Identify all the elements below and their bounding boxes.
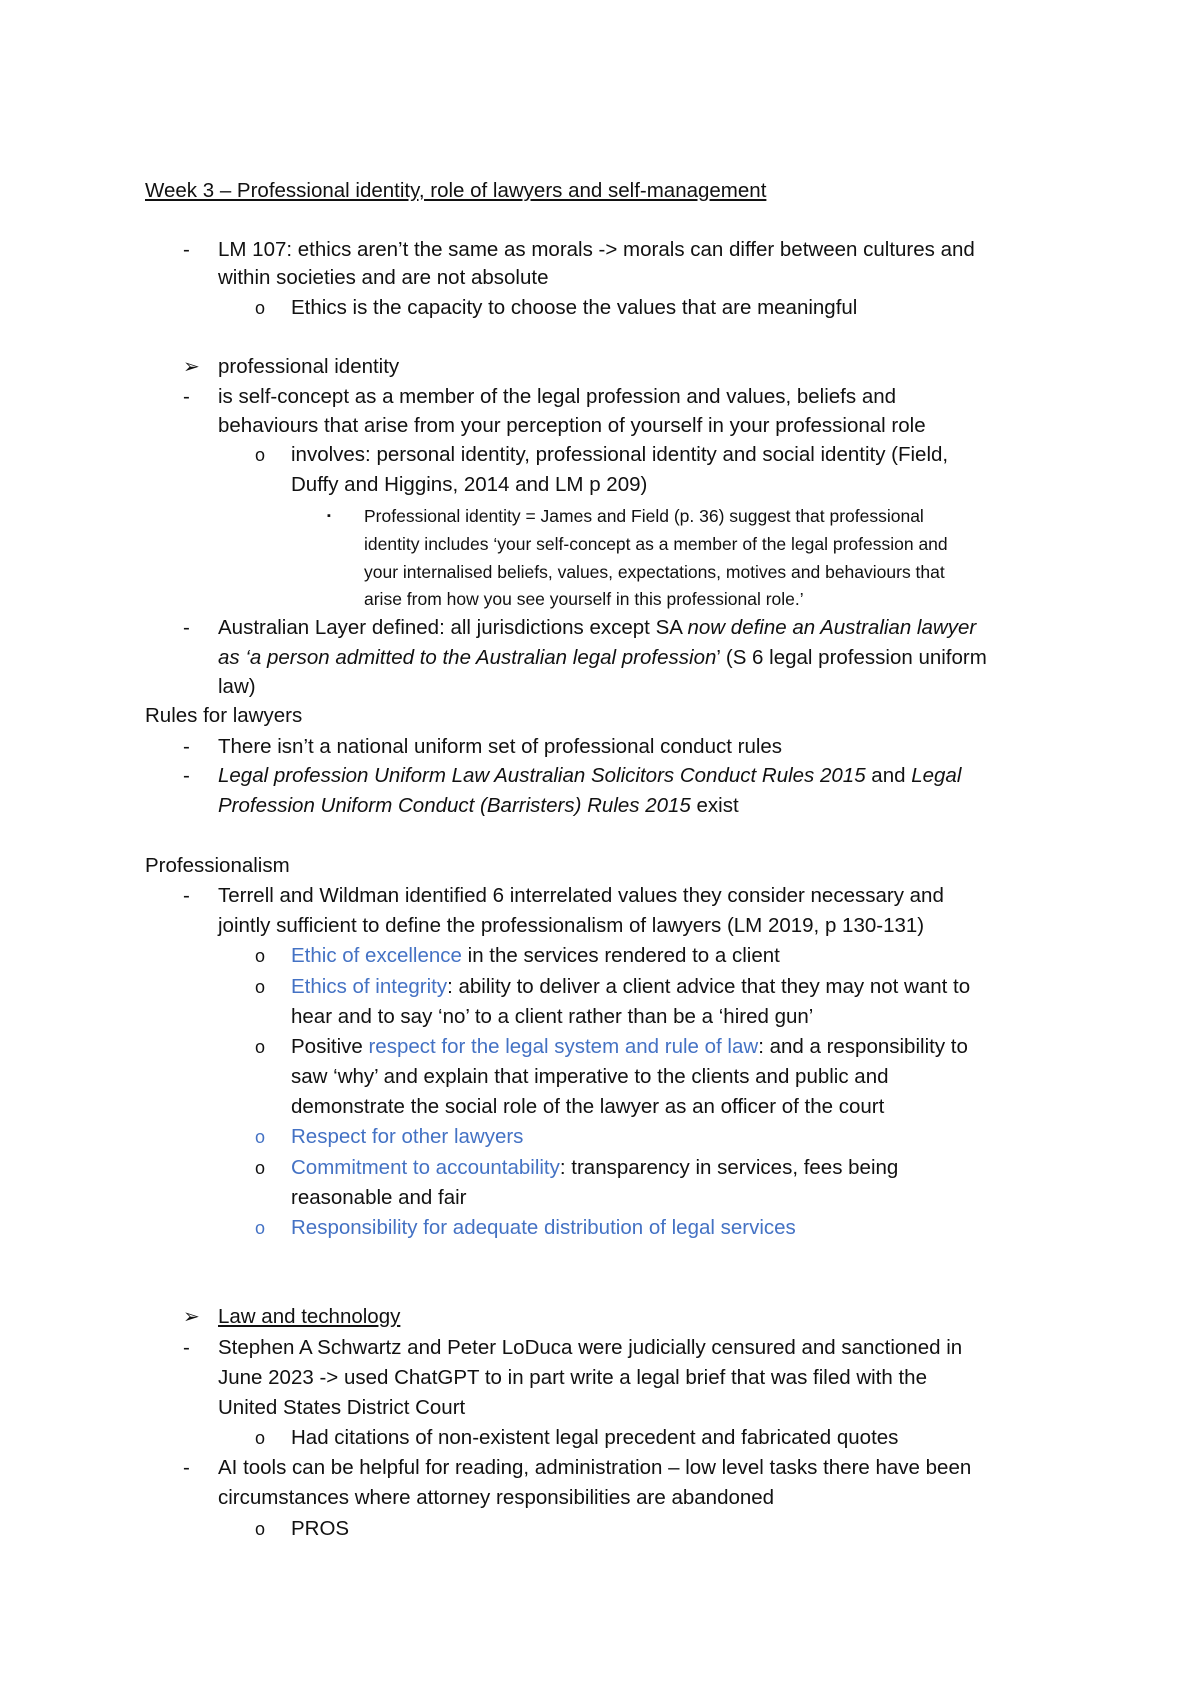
section-heading: ➢ Law and technology: [0, 1303, 1200, 1331]
circle-bullet: o: [255, 445, 266, 465]
sub-list-item-continuation: Duffy and Higgins, 2014 and LM p 209): [291, 473, 648, 496]
title-text: Week 3 – Professional identity, role of lawyers and self-management: [145, 179, 767, 202]
dash-bullet: -: [183, 764, 190, 787]
list-item: - Australian Layer defined: all jurisdictions except SA now define an Australian lawyer: [0, 614, 1200, 642]
sub-list-item: o Had citations of non-existent legal precedent and fabricated quotes: [0, 1424, 1200, 1452]
list-item-continuation: Profession Uniform Conduct (Barristers) Rules 2015 exist: [218, 794, 739, 817]
dash-bullet: -: [183, 385, 190, 408]
list-item: - There isn’t a national uniform set of professional conduct rules: [0, 733, 1200, 761]
section-heading: ➢ professional identity: [0, 353, 1200, 381]
dash-bullet: -: [183, 616, 190, 639]
list-item: - is self-concept as a member of the legal profession and values, beliefs and: [0, 383, 1200, 411]
circle-bullet: o: [255, 1519, 266, 1539]
circle-bullet: o: [255, 1428, 266, 1448]
dash-bullet: -: [183, 884, 190, 907]
dash-bullet: -: [183, 238, 190, 261]
section-heading: Rules for lawyers: [145, 704, 303, 727]
sub-list-item: o PROS: [0, 1515, 1200, 1543]
sub-list-item: o Respect for other lawyers: [0, 1123, 1200, 1151]
sub-list-item: o Ethics of integrity: ability to deliver a client advice that they may not want to: [0, 973, 1200, 1001]
square-bullet: ▪: [327, 510, 331, 522]
quote-item-continuation: arise from how you see yourself in this professional role.’: [364, 589, 804, 609]
list-item-continuation: behaviours that arise from your perception of yourself in your professional role: [218, 414, 926, 437]
sub-list-item: o Ethic of excellence in the services rendered to a client: [0, 942, 1200, 970]
list-item: - AI tools can be helpful for reading, administration – low level tasks there have been: [0, 1454, 1200, 1482]
sub-list-item: o Positive respect for the legal system and rule of law: and a responsibility to: [0, 1033, 1200, 1061]
list-item-continuation: June 2023 -> used ChatGPT to in part write a legal brief that was filed with the: [218, 1366, 927, 1389]
circle-bullet: o: [255, 1127, 266, 1147]
list-item: - LM 107: ethics aren’t the same as morals -> morals can differ between cultures and: [0, 236, 1200, 264]
sub-list-item: o Responsibility for adequate distribution of legal services: [0, 1214, 1200, 1242]
arrow-bullet-icon: ➢: [183, 1306, 200, 1328]
quote-item: ▪ Professional identity = James and Field (p. 36) suggest that professional: [0, 502, 1200, 530]
list-item: - Stephen A Schwartz and Peter LoDuca were judicially censured and sanctioned in: [0, 1334, 1200, 1362]
list-item-continuation: law): [218, 675, 256, 698]
arrow-bullet-icon: ➢: [183, 356, 200, 378]
list-item-continuation: as ‘a person admitted to the Australian legal profession’ (S 6 legal profession uniform: [218, 646, 987, 669]
list-item-continuation: United States District Court: [218, 1396, 466, 1419]
list-item-continuation: circumstances where attorney responsibilities are abandoned: [218, 1486, 775, 1509]
circle-bullet: o: [255, 1037, 266, 1057]
dash-bullet: -: [183, 735, 190, 758]
dash-bullet: -: [183, 1336, 190, 1359]
list-item: - Legal profession Uniform Law Australian Solicitors Conduct Rules 2015 and Legal: [0, 762, 1200, 790]
quote-item-continuation: identity includes ‘your self-concept as a member of the legal profession and: [364, 534, 948, 554]
sub-list-item: o Commitment to accountability: transparency in services, fees being: [0, 1154, 1200, 1182]
circle-bullet: o: [255, 977, 266, 997]
sub-list-item-continuation: saw ‘why’ and explain that imperative to the clients and public and: [291, 1065, 889, 1088]
list-item-continuation: jointly sufficient to define the professionalism of lawyers (LM 2019, p 130-131): [218, 914, 925, 937]
circle-bullet: o: [255, 946, 266, 966]
circle-bullet: o: [255, 1158, 266, 1178]
circle-bullet: o: [255, 1218, 266, 1238]
document-title: [0, 177, 1200, 205]
sub-list-item: o involves: personal identity, professional identity and social identity (Field,: [0, 441, 1200, 469]
dash-bullet: -: [183, 1456, 190, 1479]
sub-list-item-continuation: demonstrate the social role of the lawyer as an officer of the court: [291, 1095, 885, 1118]
circle-bullet: o: [255, 298, 266, 318]
sub-list-item-continuation: hear and to say ‘no’ to a client rather than be a ‘hired gun’: [291, 1005, 814, 1028]
list-item-continuation: within societies and are not absolute: [218, 266, 549, 289]
quote-item-continuation: your internalised beliefs, values, expectations, motives and behaviours that: [364, 562, 945, 582]
section-heading: Professionalism: [145, 854, 290, 877]
sub-list-item-continuation: reasonable and fair: [291, 1186, 467, 1209]
list-item: - Terrell and Wildman identified 6 interrelated values they consider necessary and: [0, 882, 1200, 910]
sub-list-item: o Ethics is the capacity to choose the values that are meaningful: [0, 294, 1200, 322]
